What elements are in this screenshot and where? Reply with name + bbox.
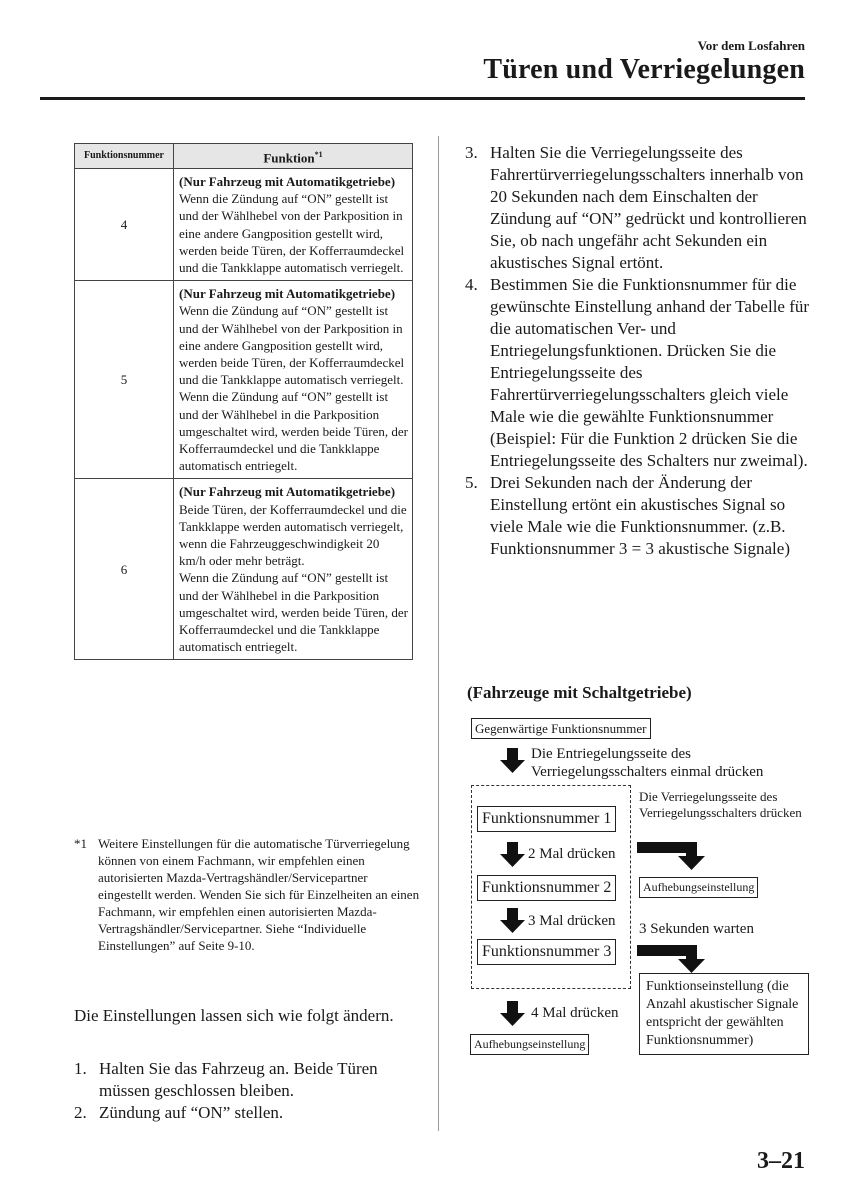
- table-header-number: Funktionsnummer: [75, 144, 174, 169]
- function-text-2: Wenn die Zündung auf “ON” gestellt ist und der Wählhebel in die Parkposition umgeschaltet wird, werden beide Türen, der Kofferraumdeckel und die Tankklappe automatisch entriegelt.: [179, 389, 408, 474]
- condition-text: (Nur Fahrzeug mit Automatikgetriebe): [179, 484, 396, 500]
- table-header-function: Funktion$^{*1}$: [174, 144, 413, 169]
- flow-step-text: Verriegelungsschalters einmal drücken: [531, 764, 764, 780]
- cancel-setting-box: Aufhebungseinstellung: [470, 1034, 589, 1055]
- cancel-setting-box: Aufhebungseinstellung: [639, 877, 758, 898]
- condition-text: (Nur Fahrzeug mit Automatikgetriebe): [179, 174, 396, 189]
- table-cell-number: 5: [75, 281, 174, 479]
- footnote-text: Weitere Einstellungen für die automatische Türverriegelung können von einem Fachmann, wir empfehlen einen autorisierten Mazda-Vertragshändler/Servicepartner eingestellt werden. Wenden Sie sich für Einzelheiten an einen Fachmann, wir empfehlen einen autorisierten Mazda-Vertragshändler/Servicepartner. Siehe “Individuelle Einstellungen” auf Seite 9-10.: [98, 836, 420, 953]
- page-number: 3–21: [757, 1148, 805, 1174]
- function-number-3-box: Funktionsnummer 3: [477, 939, 616, 965]
- list-item: 3. Halten Sie die Verriegelungsseite des Fahrertürverriegelungsschalters innerhalb von 20 Sekunden nach dem Einschalten der Zündung auf “ON” gedrückt und kontrollieren Sie, ob nach ungefähr acht Sekunden ein akustisches Signal ertönt.: [465, 143, 807, 272]
- footnote-ref: *1: [314, 149, 323, 159]
- table-cell-number: 6: [75, 479, 174, 660]
- wait-text: 3 Sekunden warten: [639, 921, 754, 937]
- intro-text: Die Einstellungen lassen sich wie folgt ändern.: [74, 1006, 394, 1025]
- current-number-box: Gegenwärtige Funktionsnummer: [471, 718, 651, 739]
- function-text: Wenn die Zündung auf “ON” gestellt ist und der Wählhebel von der Parkposition in eine andere Gangposition gestellt wird, werden beide Türen, der Kofferraumdeckel und die Tankklappe automatisch verriegelt.: [179, 303, 405, 388]
- function-setting-box: Funktionseinstellung (die Anzahl akustischer Signale entspricht der gewählten Funktionsnummer): [639, 973, 809, 1055]
- table-cell-number: 4: [75, 169, 174, 281]
- bent-arrow-icon: [637, 842, 705, 870]
- lock-side-press-text: Die Verriegelungsseite des Verriegelungsschalters drücken: [639, 789, 802, 820]
- footnote-mark: *1: [74, 836, 87, 851]
- function-text-2: Wenn die Zündung auf “ON” gestellt ist und der Wählhebel in die Parkposition umgeschaltet wird, werden beide Türen, der Kofferraumdeckel und die Tankklappe automatisch entriegelt.: [179, 570, 408, 655]
- list-item: 5. Drei Sekunden nach der Änderung der Einstellung ertönt ein akustisches Signal so viele Male wie die Funktionsnummer. (z.B. Funktionsnummer 3 = 3 akustische Signale): [465, 473, 790, 558]
- down-arrow-icon: [500, 1001, 525, 1026]
- list-item: 1. Halten Sie das Fahrzeug an. Beide Türen müssen geschlossen bleiben.: [74, 1059, 378, 1100]
- function-number-1-box: Funktionsnummer 1: [477, 806, 616, 832]
- list-item: 2. Zündung auf “ON” stellen.: [74, 1103, 284, 1122]
- function-text: Wenn die Zündung auf “ON” gestellt ist und der Wählhebel von der Parkposition in eine andere Gangposition gestellt wird, werden beide Türen, der Kofferraumdeckel und die Tankklappe automatisch verriegelt.: [179, 191, 405, 276]
- function-text: Beide Türen, der Kofferraumdeckel und die Tankklappe werden automatisch verriegelt, wenn die Fahrzeuggeschwindigkeit 20 km/h oder mehr beträgt.: [179, 501, 407, 569]
- section-label: Vor dem Losfahren: [697, 38, 805, 53]
- down-arrow-icon: [500, 748, 525, 773]
- manual-transmission-heading: (Fahrzeuge mit Schaltgetriebe): [467, 683, 692, 702]
- press-count-text: 3 Mal drücken: [528, 913, 616, 929]
- bent-arrow-icon: [637, 945, 705, 973]
- flow-step-text: Die Entriegelungsseite des: [531, 746, 691, 762]
- page-title: Türen und Verriegelungen: [483, 54, 805, 85]
- condition-text: (Nur Fahrzeug mit Automatikgetriebe): [179, 286, 396, 302]
- function-number-2-box: Funktionsnummer 2: [477, 875, 616, 901]
- press-count-text: 2 Mal drücken: [528, 846, 616, 862]
- press-count-text: 4 Mal drücken: [531, 1005, 619, 1021]
- list-item: 4. Bestimmen Sie die Funktionsnummer für die gewünschte Einstellung anhand der Tabelle für die automatischen Ver- und Entriegelungsfunktionen. Drücken Sie die Entriegelungsseite des Fahrertürverriegelungsschalters gleich viele Male wie die gewählte Funktionsnummer (Beispiel: Für die Funktion 2 drücken Sie die Entriegelungsseite des Schalters nur zweimal).: [465, 275, 810, 470]
